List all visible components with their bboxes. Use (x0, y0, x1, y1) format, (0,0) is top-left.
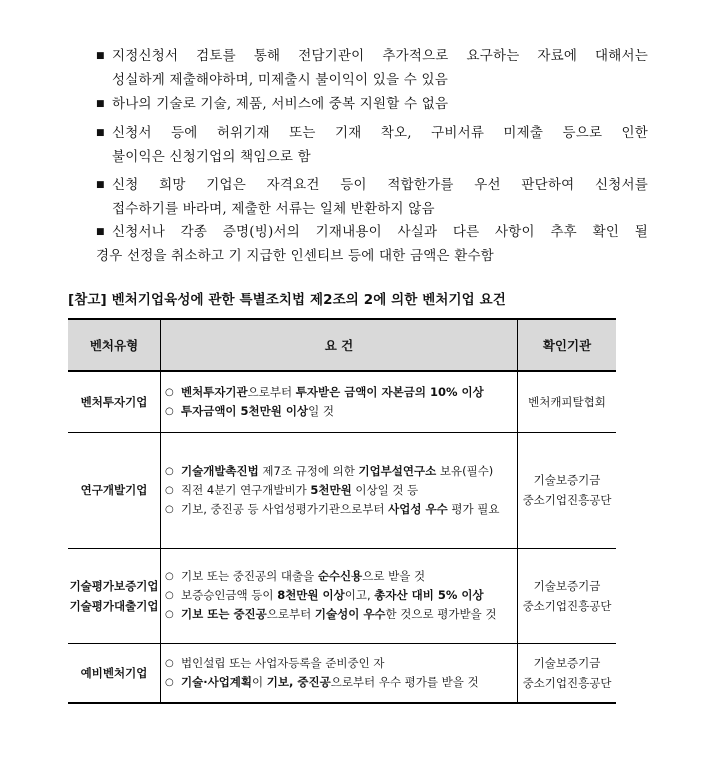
table-row (68, 371, 616, 432)
condition-emphasis: 기술성이 우수 (314, 607, 386, 621)
condition-emphasis: 기보 또는 중진공 (181, 607, 267, 621)
conditions-list (161, 567, 517, 624)
notice-item-text: 신청서 등에 허위기재 또는 기재 착오, 구비서류 미제출 등으로 인한 (112, 125, 648, 141)
venture-type-line: 기술평가보증기업 (69, 578, 159, 593)
condition-text: 보유(필수) (436, 463, 494, 478)
condition-emphasis: 8천만원 이상 (277, 588, 345, 602)
bullet-square-icon: ■ (96, 51, 105, 61)
confirm-org-line: 기술보증기금 (533, 655, 601, 670)
confirm-org-line: 중소기업진흥공단 (522, 493, 612, 507)
header-conditions: 요 건 (161, 319, 518, 371)
table-header-row (68, 319, 616, 371)
notice-item-text-cont: 불이익은 신청기업의 책임으로 함 (112, 149, 311, 165)
condition-text: 제7조 규정에 의한 (258, 463, 359, 478)
condition-text: 이 (252, 674, 267, 689)
condition-text: 직전 4분기 연구개발비가 (181, 482, 311, 497)
condition-emphasis: 기보, 중진공 (266, 674, 331, 689)
venture-type-cell (68, 548, 161, 643)
condition-text: 일 것 (308, 403, 334, 418)
condition-emphasis: 기술·사업계획 (181, 674, 253, 689)
condition-emphasis: 5천만원 (310, 482, 352, 497)
venture-type-cell: 예비벤처기업 (68, 643, 161, 703)
notice-item-text: 신청 희망 기업은 자격요건 등이 적합한가를 우선 판단하여 신청서를 (112, 177, 648, 193)
condition-item (165, 402, 517, 421)
venture-type-cell: 벤처투자기업 (68, 371, 161, 432)
condition-item (165, 567, 517, 586)
condition-emphasis: 기술개발촉진법 (181, 463, 259, 478)
condition-text: 보증승인금액 등이 (181, 588, 278, 602)
condition-text: 으로부터 (247, 384, 296, 399)
table-row (68, 643, 616, 703)
conditions-cell (161, 371, 518, 432)
condition-text: 법인설립 또는 사업자등록을 준비중인 자 (181, 655, 385, 670)
venture-requirements-table (68, 318, 616, 704)
bullet-square-icon: ■ (96, 128, 105, 138)
table-row (68, 548, 616, 643)
condition-text: 기보 또는 중진공의 대출을 (181, 569, 318, 583)
condition-emphasis: 사업성 우수 (388, 501, 448, 516)
conditions-list (161, 383, 517, 421)
conditions-cell (161, 432, 518, 548)
condition-item (165, 383, 517, 402)
table-row (68, 432, 616, 548)
notice-item-text-cont: 성실하게 제출해야하며, 미제출시 불이익이 있을 수 있음 (112, 72, 448, 88)
conditions-list (161, 462, 517, 519)
condition-text: 으로 받을 것 (362, 569, 426, 583)
conditions-list (161, 654, 517, 692)
notice-item-3 (96, 121, 648, 169)
confirm-org-cell (518, 548, 617, 643)
reference-title: [참고] 벤처기업육성에 관한 특별조치법 제2조의 2에 의한 벤처기업 요건 (68, 292, 506, 308)
condition-item (165, 500, 517, 519)
confirm-org-cell (518, 643, 617, 703)
condition-emphasis: 투자금액이 5천만원 이상 (181, 403, 309, 418)
bullet-square-icon: ■ (96, 180, 105, 190)
confirm-org-line: 기술보증기금 (533, 578, 601, 593)
condition-item (165, 605, 517, 624)
condition-text: 기보, 중진공 등 사업성평가기관으로부터 (181, 501, 389, 516)
confirm-org-cell (518, 432, 617, 548)
condition-emphasis: 기업부설연구소 (358, 463, 437, 478)
notice-item-text: 하나의 기술로 기술, 제품, 서비스에 중복 지원할 수 없음 (112, 96, 449, 112)
condition-emphasis: 순수신용 (317, 569, 363, 583)
venture-type-line: 기술평가대출기업 (69, 598, 159, 613)
notice-item-text-cont: 접수하기를 바라며, 제출한 서류는 일체 반환하지 않음 (112, 201, 435, 217)
condition-text: 이고, (344, 588, 375, 602)
header-venture-type: 벤처유형 (68, 319, 161, 371)
notice-item-4 (96, 173, 648, 221)
condition-item (165, 654, 517, 673)
confirm-org-cell: 벤처캐피탈협회 (518, 371, 617, 432)
condition-item (165, 673, 517, 692)
notice-item-5 (96, 220, 648, 268)
notice-item-text: 신청서나 각종 증명(빙)서의 기재내용이 사실과 다른 사항이 추후 확인 될 (112, 224, 648, 240)
condition-emphasis: 총자산 대비 5% 이상 (374, 588, 484, 602)
bullet-square-icon: ■ (96, 227, 105, 237)
condition-item (165, 586, 517, 605)
condition-emphasis: 투자받은 금액이 자본금의 10% 이상 (295, 384, 484, 399)
conditions-cell (161, 643, 518, 703)
conditions-cell (161, 548, 518, 643)
notice-item-text-cont: 경우 선정을 취소하고 기 지급한 인센티브 등에 대한 금액은 환수함 (96, 248, 494, 264)
confirm-org-line: 중소기업진흥공단 (522, 598, 612, 613)
confirm-org-line: 기술보증기금 (533, 473, 601, 487)
venture-type-cell: 연구개발기업 (68, 432, 161, 548)
confirm-org-line: 중소기업진흥공단 (522, 675, 612, 690)
notice-item-1 (96, 44, 648, 92)
header-confirm-org: 확인기관 (518, 319, 617, 371)
condition-text: 으로부터 (266, 607, 315, 621)
notice-item-text: 지정신청서 검토를 통해 전담기관이 추가적으로 요구하는 자료에 대해서는 (112, 48, 648, 64)
condition-text: 평가 필요 (447, 501, 500, 516)
condition-item (165, 481, 517, 500)
condition-text: 이상일 것 등 (351, 482, 419, 497)
condition-text: 한 것으로 평가받을 것 (385, 607, 497, 621)
condition-item (165, 462, 517, 481)
condition-emphasis: 벤처투자기관 (181, 384, 248, 399)
bullet-square-icon: ■ (96, 99, 105, 109)
notice-item-2 (96, 92, 648, 116)
condition-text: 으로부터 우수 평가를 받을 것 (330, 674, 479, 689)
